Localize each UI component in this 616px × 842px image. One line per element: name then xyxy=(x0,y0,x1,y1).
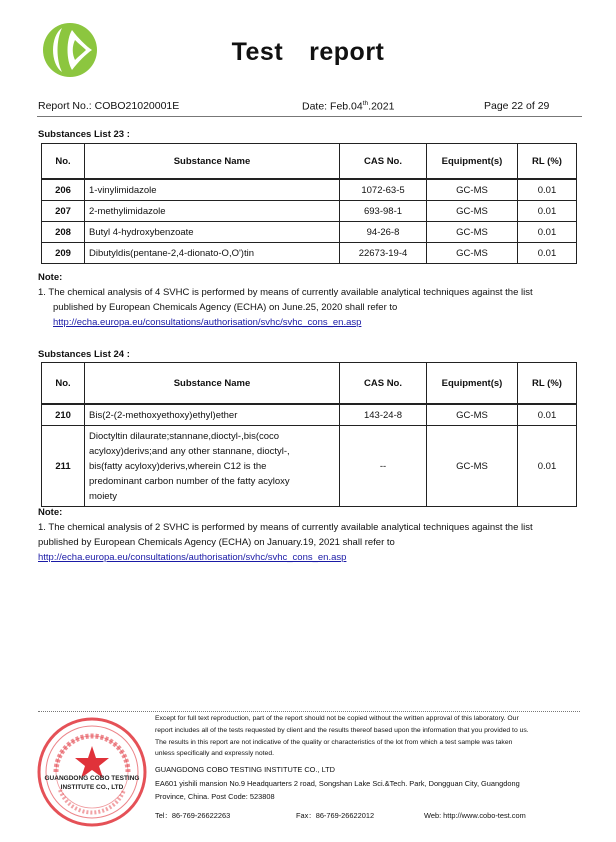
cell-rl: 0.01 xyxy=(518,243,577,264)
cell-no: 209 xyxy=(42,243,85,264)
address-line: EA601 yishili mansion No.9 Headquarters 2 road, Songshan Lake Sci.&Tech. Park, Dongguan City, Guangdong xyxy=(155,778,520,788)
table-row xyxy=(42,426,577,507)
report-number: Report No.: COBO21020001E xyxy=(38,100,180,112)
note-text-line1: 1. The chemical analysis of 2 SVHC is performed by means of currently available analytical techniques against the list xyxy=(38,522,533,533)
cell-cas: -- xyxy=(340,426,427,507)
note-text-line1: 1. The chemical analysis of 4 SVHC is performed by means of currently available analytical techniques against the list xyxy=(38,287,533,298)
echa-link[interactable]: http://echa.europa.eu/consultations/authorisation/svhc/svhc_cons_en.asp xyxy=(53,317,362,328)
header-rule xyxy=(37,116,582,117)
col-cas: CAS No. xyxy=(340,144,427,180)
list24-table xyxy=(41,362,577,507)
col-substance-name: Substance Name xyxy=(85,363,340,405)
disclaimer-line: report includes all of the tests requested by client and the results thereof based upon the information that you provided to us. xyxy=(155,726,529,734)
list23-note xyxy=(38,270,578,330)
cell-cas: 22673-19-4 xyxy=(340,243,427,264)
col-substance-name: Substance Name xyxy=(85,144,340,180)
cell-no: 206 xyxy=(42,179,85,201)
cell-equipment: GC-MS xyxy=(427,201,518,222)
cell-name: Bis(2-(2-methoxyethoxy)ethyl)ether xyxy=(85,404,340,426)
cell-name: Butyl 4-hydroxybenzoate xyxy=(85,222,340,243)
cell-rl: 0.01 xyxy=(518,201,577,222)
seal-name-line1: GUANGDONG COBO TESTING xyxy=(44,775,140,782)
company-name: GUANGDONG COBO TESTING INSTITUTE CO., LTD xyxy=(155,765,335,774)
footer-contact xyxy=(155,763,585,804)
cell-equipment: GC-MS xyxy=(427,243,518,264)
footer-fax: Fax：86-769-26622012 xyxy=(296,811,375,820)
cell-no: 207 xyxy=(42,201,85,222)
cell-name: Dibutyldis(pentane-2,4-dionato-O,O')tin xyxy=(85,243,340,264)
cell-cas: 143-24-8 xyxy=(340,404,427,426)
cell-no: 211 xyxy=(42,426,85,507)
name-line: bis(fatty acyloxy)derivs,wherein C12 is the xyxy=(89,461,267,472)
note-label: Note: xyxy=(38,272,63,283)
footer-tel: Tel：86-769-26622263 xyxy=(155,811,231,820)
echa-link[interactable]: http://echa.europa.eu/consultations/authorisation/svhc/svhc_cons_en.asp xyxy=(38,552,347,563)
cell-equipment: GC-MS xyxy=(427,222,518,243)
list23-title: Substances List 23 : xyxy=(38,129,130,140)
table-header-row xyxy=(42,144,577,180)
col-rl: RL (%) xyxy=(518,144,577,180)
table-header-row xyxy=(42,363,577,405)
disclaimer-line: Except for full text reproduction, part of the report should not be copied without the written approval of this laboratory. Our xyxy=(155,715,519,722)
cell-rl: 0.01 xyxy=(518,179,577,201)
note-text-line2: published by European Chemicals Agency (ECHA) on January.19, 2021 shall refer to xyxy=(38,537,395,548)
col-rl: RL (%) xyxy=(518,363,577,405)
list24-title: Substances List 24 : xyxy=(38,349,130,360)
footer-web[interactable]: Web: http://www.cobo-test.com xyxy=(424,811,526,820)
list24-note xyxy=(38,505,578,565)
cell-rl: 0.01 xyxy=(518,404,577,426)
name-line: acyloxy)derivs;and any other stannane, dioctyl-, xyxy=(89,446,290,457)
cell-equipment: GC-MS xyxy=(427,179,518,201)
name-line: Dioctyltin dilaurate;stannane,dioctyl-,bis(coco xyxy=(89,431,280,442)
company-seal xyxy=(36,716,148,828)
name-line: moiety xyxy=(89,491,117,502)
table-row xyxy=(42,222,577,243)
note-text-line2: published by European Chemicals Agency (ECHA) on June.25, 2020 shall refer to xyxy=(53,302,398,313)
page-number: Page 22 of 29 xyxy=(484,100,550,112)
report-date: Date: Feb.04th.2021 xyxy=(302,100,395,113)
col-cas: CAS No. xyxy=(340,363,427,405)
cell-name: 2-methylimidazole xyxy=(85,201,340,222)
cell-name: 1-vinylimidazole xyxy=(85,179,340,201)
disclaimer-line: The results in this report are not indicative of the quality or characteristics of the lot from which a test sample was taken xyxy=(155,738,513,746)
cell-cas: 693-98-1 xyxy=(340,201,427,222)
table-row xyxy=(42,201,577,222)
note-label: Note: xyxy=(38,507,63,518)
col-no: No. xyxy=(42,363,85,405)
col-equipment: Equipment(s) xyxy=(427,363,518,405)
col-equipment: Equipment(s) xyxy=(427,144,518,180)
name-line: predominant carbon number of the fatty acyloxy xyxy=(89,476,290,487)
cell-no: 208 xyxy=(42,222,85,243)
disclaimer-line: unless specifically and expressly noted. xyxy=(155,750,275,758)
footer-divider xyxy=(38,711,580,712)
cell-equipment: GC-MS xyxy=(427,404,518,426)
table-row xyxy=(42,243,577,264)
cell-no: 210 xyxy=(42,404,85,426)
cell-equipment: GC-MS xyxy=(427,426,518,507)
seal-name-line2: INSTITUTE CO., LTD xyxy=(60,784,124,791)
table-row xyxy=(42,179,577,201)
list23-table xyxy=(41,143,577,264)
cell-cas: 94-26-8 xyxy=(340,222,427,243)
cell-rl: 0.01 xyxy=(518,222,577,243)
cell-name xyxy=(85,426,340,507)
footer-disclaimer xyxy=(155,713,585,760)
col-no: No. xyxy=(42,144,85,180)
address-line: Province, China. Post Code: 523808 xyxy=(155,792,275,801)
table-row xyxy=(42,404,577,426)
cell-cas: 1072-63-5 xyxy=(340,179,427,201)
page-title: Test report xyxy=(231,38,385,66)
cell-rl: 0.01 xyxy=(518,426,577,507)
